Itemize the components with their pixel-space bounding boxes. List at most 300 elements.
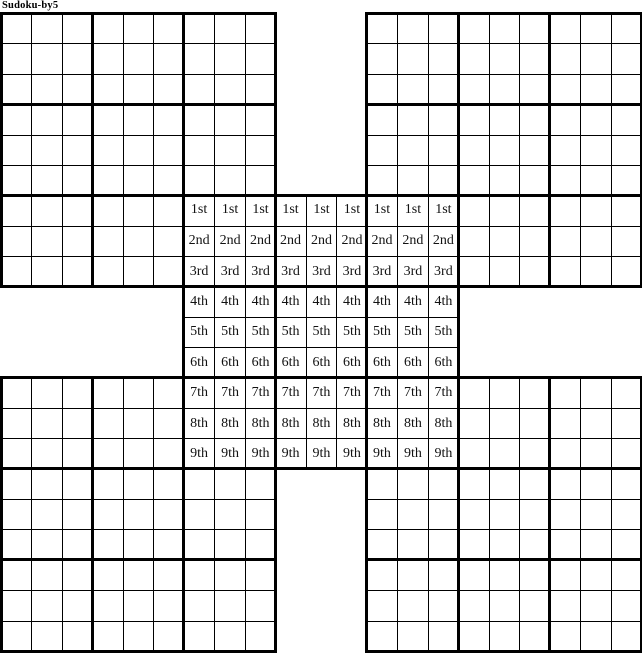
sudoku-cell[interactable] [92, 560, 122, 590]
sudoku-cell[interactable] [397, 43, 427, 73]
sudoku-cell[interactable] [62, 560, 92, 590]
sudoku-cell[interactable] [214, 560, 244, 590]
sudoku-cell[interactable] [214, 13, 244, 43]
sudoku-cell[interactable] [245, 621, 275, 651]
sudoku-cell[interactable] [123, 104, 153, 134]
sudoku-cell[interactable] [1, 43, 31, 73]
sudoku-cell[interactable] [92, 621, 122, 651]
sudoku-cell[interactable] [1, 469, 31, 499]
sudoku-cell-given: 9th [397, 438, 427, 468]
sudoku-cell[interactable] [123, 13, 153, 43]
sudoku-cell[interactable] [214, 165, 244, 195]
sudoku-cell[interactable] [123, 226, 153, 256]
sudoku-cell[interactable] [123, 74, 153, 104]
sudoku-cell[interactable] [428, 135, 458, 165]
sudoku-cell[interactable] [550, 438, 580, 468]
sudoku-cell[interactable] [245, 43, 275, 73]
sudoku-cell[interactable] [153, 499, 183, 529]
sudoku-cell[interactable] [611, 590, 641, 620]
sudoku-cell[interactable] [580, 499, 610, 529]
sudoku-cell[interactable] [92, 529, 122, 559]
sudoku-cell[interactable] [458, 469, 488, 499]
sudoku-cell[interactable] [550, 408, 580, 438]
sudoku-cell[interactable] [611, 499, 641, 529]
sudoku-cell[interactable] [245, 499, 275, 529]
sudoku-cell[interactable] [367, 74, 397, 104]
sudoku-cell[interactable] [519, 43, 549, 73]
sudoku-cell[interactable] [397, 74, 427, 104]
sudoku-cell[interactable] [245, 74, 275, 104]
sudoku-cell[interactable] [397, 469, 427, 499]
sudoku-cell[interactable] [31, 165, 61, 195]
sudoku-cell[interactable] [489, 499, 519, 529]
sudoku-cell[interactable] [489, 590, 519, 620]
sudoku-cell[interactable] [550, 226, 580, 256]
sudoku-cell[interactable] [153, 621, 183, 651]
sudoku-cell[interactable] [428, 104, 458, 134]
sudoku-cell[interactable] [367, 499, 397, 529]
sudoku-cell[interactable] [1, 13, 31, 43]
sudoku-cell[interactable] [428, 590, 458, 620]
sudoku-cell[interactable] [550, 590, 580, 620]
sudoku-cell[interactable] [580, 74, 610, 104]
sudoku-cell[interactable] [580, 226, 610, 256]
sudoku-cell[interactable] [428, 13, 458, 43]
sudoku-cell[interactable] [92, 590, 122, 620]
sudoku-cell[interactable] [245, 560, 275, 590]
sudoku-cell[interactable] [1, 165, 31, 195]
sudoku-cell[interactable] [489, 529, 519, 559]
sudoku-cell[interactable] [92, 408, 122, 438]
sudoku-cell[interactable] [184, 469, 214, 499]
sudoku-cell[interactable] [580, 621, 610, 651]
sudoku-cell[interactable] [123, 469, 153, 499]
sudoku-cell[interactable] [397, 560, 427, 590]
sudoku-cell[interactable] [458, 74, 488, 104]
sudoku-cell[interactable] [580, 560, 610, 590]
sudoku-cell[interactable] [1, 74, 31, 104]
sudoku-cell[interactable] [1, 499, 31, 529]
sudoku-cell[interactable] [550, 165, 580, 195]
sudoku-cell[interactable] [611, 560, 641, 590]
sudoku-cell[interactable] [214, 43, 244, 73]
sudoku-cell[interactable] [458, 165, 488, 195]
sudoku-cell[interactable] [519, 13, 549, 43]
sudoku-cell[interactable] [458, 43, 488, 73]
sudoku-cell[interactable] [550, 256, 580, 286]
sudoku-cell[interactable] [31, 560, 61, 590]
sudoku-cell[interactable] [519, 74, 549, 104]
sudoku-cell[interactable] [62, 13, 92, 43]
sudoku-cell[interactable] [153, 165, 183, 195]
sudoku-cell[interactable] [153, 378, 183, 408]
sudoku-cell-given: 3rd [306, 256, 336, 286]
sudoku-cell[interactable] [123, 438, 153, 468]
sudoku-cell[interactable] [245, 529, 275, 559]
sudoku-cell[interactable] [489, 74, 519, 104]
sudoku-cell[interactable] [550, 378, 580, 408]
sudoku-cell[interactable] [611, 408, 641, 438]
sudoku-cell[interactable] [580, 469, 610, 499]
sudoku-cell[interactable] [153, 195, 183, 225]
sudoku-cell[interactable] [245, 135, 275, 165]
sudoku-cell[interactable] [580, 438, 610, 468]
sudoku-cell[interactable] [153, 256, 183, 286]
sudoku-cell[interactable] [184, 13, 214, 43]
sudoku-cell[interactable] [367, 13, 397, 43]
sudoku-cell[interactable] [31, 74, 61, 104]
sudoku-cell[interactable] [62, 165, 92, 195]
sudoku-cell[interactable] [1, 135, 31, 165]
sudoku-cell[interactable] [489, 104, 519, 134]
sudoku-cell[interactable] [458, 378, 488, 408]
sudoku-cell[interactable] [489, 560, 519, 590]
sudoku-cell[interactable] [489, 256, 519, 286]
sudoku-cell[interactable] [62, 469, 92, 499]
sudoku-cell[interactable] [92, 135, 122, 165]
sudoku-cell[interactable] [519, 590, 549, 620]
sudoku-cell-given: 4th [275, 286, 305, 316]
sudoku-cell[interactable] [123, 165, 153, 195]
sudoku-cell[interactable] [123, 378, 153, 408]
sudoku-cell[interactable] [519, 104, 549, 134]
sudoku-cell[interactable] [153, 43, 183, 73]
sudoku-cell[interactable] [1, 590, 31, 620]
sudoku-cell[interactable] [31, 590, 61, 620]
sudoku-cell[interactable] [123, 135, 153, 165]
sudoku-cell[interactable] [580, 529, 610, 559]
sudoku-cell[interactable] [458, 621, 488, 651]
sudoku-cell[interactable] [580, 104, 610, 134]
sudoku-cell[interactable] [458, 499, 488, 529]
sudoku-cell[interactable] [31, 378, 61, 408]
sudoku-cell[interactable] [489, 408, 519, 438]
sudoku-cell[interactable] [62, 104, 92, 134]
sudoku-cell[interactable] [550, 13, 580, 43]
sudoku-cell[interactable] [153, 226, 183, 256]
sudoku-cell[interactable] [428, 43, 458, 73]
sudoku-cell[interactable] [611, 104, 641, 134]
sudoku-cell[interactable] [550, 529, 580, 559]
sudoku-cell[interactable] [123, 560, 153, 590]
sudoku-cell[interactable] [580, 43, 610, 73]
sudoku-cell[interactable] [214, 621, 244, 651]
sudoku-cell[interactable] [31, 529, 61, 559]
sudoku-cell[interactable] [580, 165, 610, 195]
sudoku-cell[interactable] [214, 74, 244, 104]
sudoku-cell[interactable] [92, 438, 122, 468]
sudoku-cell[interactable] [184, 165, 214, 195]
sudoku-cell[interactable] [1, 226, 31, 256]
sudoku-cell[interactable] [397, 499, 427, 529]
sudoku-cell[interactable] [428, 499, 458, 529]
sudoku-cell[interactable] [31, 408, 61, 438]
sudoku-cell[interactable] [611, 438, 641, 468]
sudoku-cell[interactable] [611, 74, 641, 104]
sudoku-cell[interactable] [92, 256, 122, 286]
sudoku-cell[interactable] [1, 560, 31, 590]
sudoku-cell[interactable] [245, 165, 275, 195]
sudoku-cell[interactable] [367, 43, 397, 73]
sudoku-cell[interactable] [214, 135, 244, 165]
sudoku-cell[interactable] [458, 529, 488, 559]
sudoku-cell[interactable] [153, 104, 183, 134]
sudoku-cell[interactable] [31, 135, 61, 165]
sudoku-cell[interactable] [489, 43, 519, 73]
sudoku-cell-given: 3rd [428, 256, 458, 286]
sudoku-cell[interactable] [580, 590, 610, 620]
sudoku-cell[interactable] [31, 621, 61, 651]
sudoku-cell[interactable] [62, 408, 92, 438]
sudoku-cell[interactable] [123, 43, 153, 73]
sudoku-cell[interactable] [153, 135, 183, 165]
sudoku-cell[interactable] [458, 13, 488, 43]
sudoku-cell[interactable] [489, 135, 519, 165]
sudoku-cell[interactable] [519, 560, 549, 590]
sudoku-cell[interactable] [31, 104, 61, 134]
sudoku-cell[interactable] [1, 529, 31, 559]
sudoku-cell[interactable] [153, 438, 183, 468]
sudoku-cell[interactable] [62, 499, 92, 529]
sudoku-cell[interactable] [153, 560, 183, 590]
sudoku-cell[interactable] [489, 165, 519, 195]
sudoku-cell[interactable] [550, 560, 580, 590]
sudoku-cell[interactable] [367, 104, 397, 134]
sudoku-cell[interactable] [123, 499, 153, 529]
sudoku-cell[interactable] [611, 43, 641, 73]
sudoku-cell[interactable] [519, 438, 549, 468]
sudoku-cell[interactable] [489, 469, 519, 499]
sudoku-cell[interactable] [153, 529, 183, 559]
sudoku-cell[interactable] [428, 621, 458, 651]
sudoku-cell-given: 8th [367, 408, 397, 438]
sudoku-cell[interactable] [214, 590, 244, 620]
sudoku-cell[interactable] [519, 529, 549, 559]
sudoku-cell[interactable] [62, 438, 92, 468]
sudoku-cell[interactable] [489, 621, 519, 651]
sudoku-cell[interactable] [92, 378, 122, 408]
sudoku-cell[interactable] [489, 378, 519, 408]
sudoku-cell[interactable] [489, 13, 519, 43]
sudoku-cell[interactable] [397, 621, 427, 651]
sudoku-cell[interactable] [580, 408, 610, 438]
sudoku-cell-given: 4th [245, 286, 275, 316]
sudoku-cell[interactable] [123, 195, 153, 225]
sudoku-cell[interactable] [519, 256, 549, 286]
sudoku-cell[interactable] [31, 256, 61, 286]
sudoku-cell[interactable] [62, 621, 92, 651]
sudoku-cell[interactable] [580, 195, 610, 225]
sudoku-cell[interactable] [397, 590, 427, 620]
sudoku-cell[interactable] [458, 590, 488, 620]
sudoku-cell[interactable] [1, 256, 31, 286]
sudoku-cell[interactable] [428, 74, 458, 104]
sudoku-cell[interactable] [245, 13, 275, 43]
sudoku-cell[interactable] [397, 104, 427, 134]
sudoku-cell[interactable] [31, 226, 61, 256]
sudoku-cell[interactable] [62, 43, 92, 73]
sudoku-cell[interactable] [611, 226, 641, 256]
sudoku-cell[interactable] [458, 104, 488, 134]
sudoku-cell[interactable] [62, 590, 92, 620]
sudoku-cell[interactable] [367, 165, 397, 195]
sudoku-cell[interactable] [62, 529, 92, 559]
sudoku-cell[interactable] [92, 104, 122, 134]
sudoku-cell[interactable] [123, 256, 153, 286]
sudoku-cell[interactable] [92, 13, 122, 43]
sudoku-cell[interactable] [580, 378, 610, 408]
sudoku-cell[interactable] [611, 13, 641, 43]
sudoku-cell[interactable] [123, 408, 153, 438]
sudoku-cell[interactable] [458, 560, 488, 590]
sudoku-cell[interactable] [62, 74, 92, 104]
sudoku-cell[interactable] [611, 529, 641, 559]
sudoku-cell[interactable] [611, 621, 641, 651]
sudoku-cell[interactable] [31, 469, 61, 499]
sudoku-cell[interactable] [428, 469, 458, 499]
sudoku-cell-given: 2nd [306, 226, 336, 256]
sudoku-cell[interactable] [458, 135, 488, 165]
sudoku-cell[interactable] [550, 43, 580, 73]
sudoku-cell[interactable] [123, 590, 153, 620]
sudoku-cell[interactable] [397, 529, 427, 559]
sudoku-cell-given: 2nd [214, 226, 244, 256]
sudoku-cell[interactable] [62, 226, 92, 256]
sudoku-cell[interactable] [62, 195, 92, 225]
sudoku-cell[interactable] [184, 43, 214, 73]
sudoku-cell[interactable] [367, 469, 397, 499]
sudoku-cell[interactable] [62, 135, 92, 165]
sudoku-cell[interactable] [153, 408, 183, 438]
sudoku-cell[interactable] [92, 499, 122, 529]
sudoku-cell[interactable] [153, 13, 183, 43]
sudoku-cell[interactable] [611, 165, 641, 195]
sudoku-cell[interactable] [1, 378, 31, 408]
sudoku-cell[interactable] [611, 135, 641, 165]
sudoku-cell[interactable] [62, 378, 92, 408]
sudoku-cell[interactable] [367, 621, 397, 651]
sudoku-cell[interactable] [428, 529, 458, 559]
sudoku-cell[interactable] [519, 165, 549, 195]
sudoku-cell[interactable] [184, 560, 214, 590]
sudoku-cell[interactable] [611, 378, 641, 408]
sudoku-cell[interactable] [458, 226, 488, 256]
sudoku-cell[interactable] [245, 469, 275, 499]
sudoku-cell[interactable] [1, 104, 31, 134]
sudoku-cell[interactable] [580, 135, 610, 165]
sudoku-cell[interactable] [1, 621, 31, 651]
sudoku-cell[interactable] [1, 195, 31, 225]
sudoku-cell[interactable] [397, 165, 427, 195]
sudoku-cell[interactable] [367, 529, 397, 559]
sudoku-cell[interactable] [550, 135, 580, 165]
sudoku-cell[interactable] [245, 104, 275, 134]
sudoku-cell[interactable] [123, 529, 153, 559]
sudoku-cell[interactable] [31, 438, 61, 468]
sudoku-cell[interactable] [550, 195, 580, 225]
sudoku-cell[interactable] [214, 529, 244, 559]
sudoku-cell[interactable] [489, 226, 519, 256]
sudoku-cell[interactable] [245, 590, 275, 620]
sudoku-cell[interactable] [550, 499, 580, 529]
sudoku-cell[interactable] [153, 590, 183, 620]
sudoku-cell[interactable] [519, 499, 549, 529]
sudoku-cell[interactable] [214, 469, 244, 499]
sudoku-cell[interactable] [62, 256, 92, 286]
sudoku-cell[interactable] [184, 104, 214, 134]
sudoku-cell[interactable] [611, 469, 641, 499]
sudoku-cell[interactable] [92, 165, 122, 195]
sudoku-cell[interactable] [550, 104, 580, 134]
sudoku-cell[interactable] [611, 195, 641, 225]
sudoku-cell[interactable] [519, 226, 549, 256]
sudoku-cell[interactable] [184, 590, 214, 620]
sudoku-cell[interactable] [397, 135, 427, 165]
sudoku-cell[interactable] [31, 43, 61, 73]
sudoku-cell[interactable] [489, 438, 519, 468]
sudoku-cell[interactable] [92, 74, 122, 104]
sudoku-cell[interactable] [214, 499, 244, 529]
sudoku-cell[interactable] [367, 135, 397, 165]
sudoku-cell[interactable] [153, 469, 183, 499]
sudoku-cell-given: 5th [275, 317, 305, 347]
sudoku-cell[interactable] [611, 256, 641, 286]
sudoku-cell[interactable] [458, 438, 488, 468]
sudoku-cell[interactable] [367, 560, 397, 590]
sudoku-cell[interactable] [184, 74, 214, 104]
sudoku-cell[interactable] [458, 195, 488, 225]
sudoku-cell-given: 4th [336, 286, 366, 316]
sudoku-cell[interactable] [428, 165, 458, 195]
sudoku-cell[interactable] [92, 195, 122, 225]
sudoku-cell[interactable] [1, 438, 31, 468]
sudoku-cell[interactable] [458, 256, 488, 286]
sudoku-cell-given: 3rd [184, 256, 214, 286]
sudoku-cell[interactable] [123, 621, 153, 651]
sudoku-cell[interactable] [519, 408, 549, 438]
sudoku-cell[interactable] [31, 195, 61, 225]
sudoku-cell[interactable] [489, 195, 519, 225]
sudoku-cell-given: 2nd [275, 226, 305, 256]
sudoku-cell[interactable] [519, 135, 549, 165]
sudoku-cell[interactable] [92, 469, 122, 499]
sudoku-cell[interactable] [184, 621, 214, 651]
sudoku-cell[interactable] [519, 195, 549, 225]
sudoku-cell[interactable] [214, 104, 244, 134]
sudoku-cell[interactable] [367, 590, 397, 620]
sudoku-cell[interactable] [580, 13, 610, 43]
sudoku-cell[interactable] [550, 621, 580, 651]
sudoku-cell[interactable] [458, 408, 488, 438]
sudoku-cell[interactable] [184, 135, 214, 165]
sudoku-cell[interactable] [519, 621, 549, 651]
sudoku-cell[interactable] [184, 529, 214, 559]
sudoku-cell[interactable] [153, 74, 183, 104]
sudoku-cell[interactable] [31, 13, 61, 43]
sudoku-cell[interactable] [519, 378, 549, 408]
sudoku-cell[interactable] [580, 256, 610, 286]
sudoku-cell[interactable] [428, 560, 458, 590]
sudoku-cell[interactable] [397, 13, 427, 43]
sudoku-cell[interactable] [550, 74, 580, 104]
sudoku-cell[interactable] [184, 499, 214, 529]
sudoku-cell[interactable] [31, 499, 61, 529]
sudoku-cell[interactable] [519, 469, 549, 499]
sudoku-cell[interactable] [92, 226, 122, 256]
sudoku-cell[interactable] [92, 43, 122, 73]
sudoku-cell[interactable] [550, 469, 580, 499]
sudoku-cell[interactable] [1, 408, 31, 438]
